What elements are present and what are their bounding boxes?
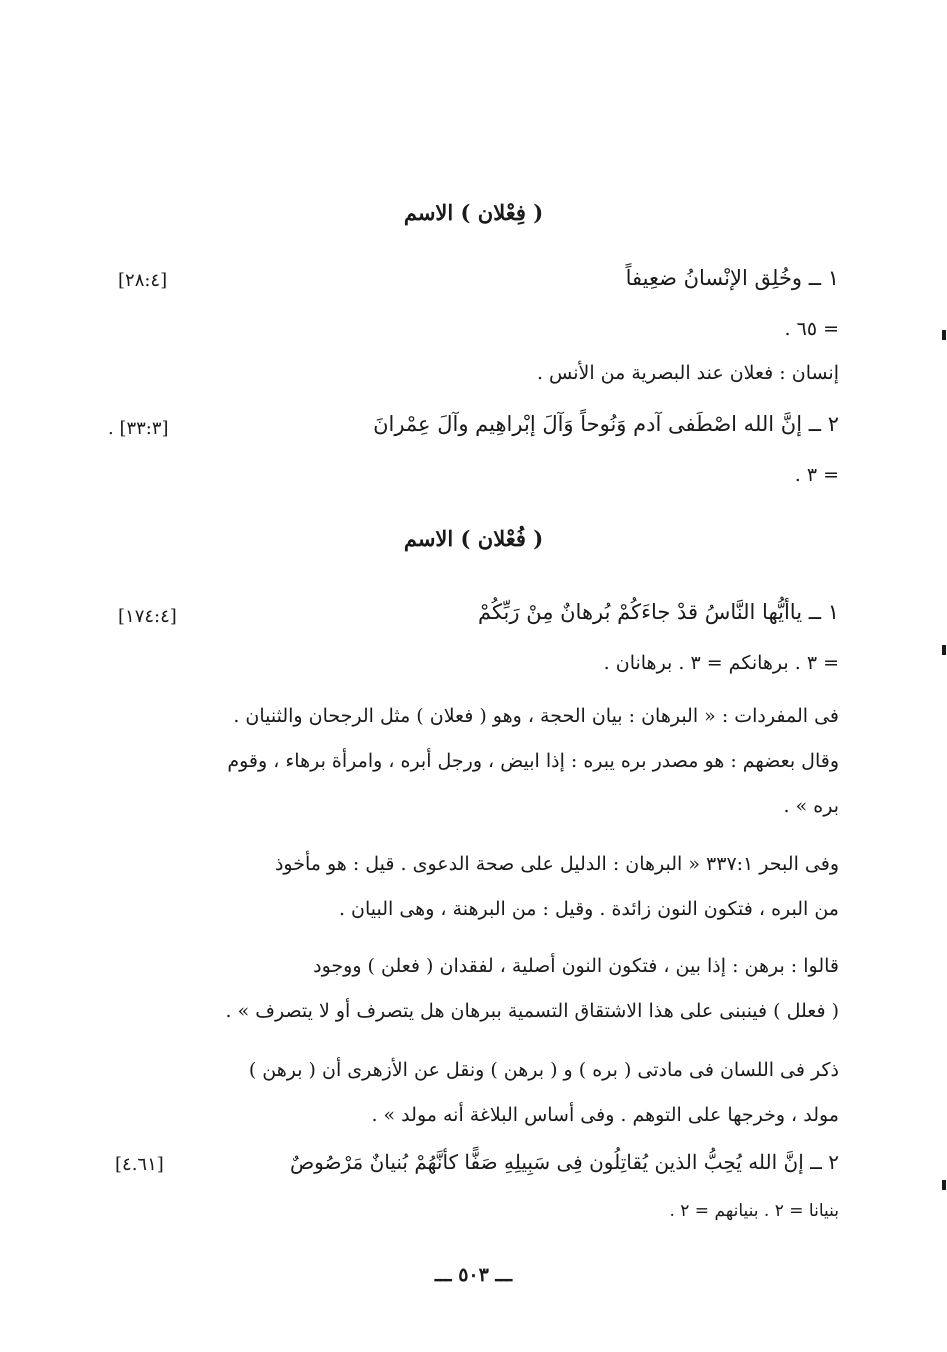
verse-4-text: ٢ ــ إنَّ الله يُحِبُّ الذين يُقاتِلُون فِى سَبِيلِهِ صَفًّا كأنَّهُمْ بُنيانٌ مَرْصُوصٌ: [289, 1150, 839, 1174]
paragraph-mufradat: [110, 694, 839, 824]
paragraph-line: من البره ، فتكون النون زائدة . وقيل : من البرهنة ، وهى البيان .: [338, 898, 839, 920]
paragraph-line: قالوا : برهن : إذا بين ، فتكون النون أصلية ، لفقدان ( فعلن ) ووجود: [313, 955, 839, 977]
paragraph-qalu: [110, 944, 839, 1034]
section-heading-fulan: ( فُعْلان ) الاسم: [403, 526, 544, 551]
paragraph-line: فى المفردات : « البرهان : بيان الحجة ، وهو ( فعلان ) مثل الرجحان والثنيان .: [233, 705, 839, 727]
verse-3-count: = ٣ . برهانكم = ٣ . برهانان .: [603, 652, 839, 674]
paragraph-lisan: [110, 1048, 839, 1138]
verse-4-reference: [٤.٦١]: [115, 1154, 164, 1175]
verse-1-count: = ٦٥ .: [784, 318, 839, 340]
scan-mark: [942, 1180, 946, 1190]
verse-4-count: بنيانا = ٢ . بنيانهم = ٢ .: [669, 1201, 839, 1221]
verse-2-reference: . [٣٣:٣]: [108, 418, 169, 439]
verse-3-reference: [١٧٤:٤]: [118, 606, 177, 627]
verse-2-text: ٢ ــ إنَّ الله اصْطَفى آدم وَنُوحاً وَآلَ إبْراهِيم وآلَ عِمْرانَ: [373, 412, 839, 436]
paragraph-line: مولد ، وخرجها على التوهم . وفى أساس البلاغة أنه مولد » .: [371, 1104, 839, 1126]
paragraph-bahr: [110, 842, 839, 932]
verse-1-text: ١ ــ وخُلِق الإنْسانُ ضعِيفاً: [625, 266, 839, 290]
verse-3-text: ١ ــ ياأيُّها النَّاسُ قدْ جاءَكُمْ بُرهانٌ مِنْ رَبِّكُمْ: [477, 600, 839, 624]
paragraph-line: وفى البحر ٣٣٧:١ « البرهان : الدليل على صحة الدعوى . قيل : هو مأخوذ: [274, 853, 839, 875]
page-number: ـــ ٥٠٣ ـــ: [434, 1264, 513, 1286]
verse-1-reference: [٢٨:٤]: [118, 270, 168, 291]
paragraph-line: وقال بعضهم : هو مصدر بره يبره : إذا ابيض ، ورجل أبره ، وامرأة برهاء ، وقوم: [227, 750, 839, 772]
scan-mark: [942, 645, 946, 655]
paragraph-line: بره » .: [783, 795, 839, 817]
section-heading-fialan: ( فِعْلان ) الاسم: [403, 200, 544, 225]
paragraph-line: ذكر فى اللسان فى مادتى ( بره ) و ( برهن ) ونقل عن الأزهرى أن ( برهن ): [248, 1059, 839, 1081]
verse-2-count: = ٣ .: [794, 464, 839, 486]
verse-1-note: إنسان : فعلان عند البصرية من الأنس .: [536, 362, 839, 384]
paragraph-line: ( فعلل ) فينبنى على هذا الاشتقاق التسمية ببرهان هل يتصرف أو لا يتصرف » .: [225, 1000, 839, 1022]
scan-mark: [942, 330, 946, 340]
